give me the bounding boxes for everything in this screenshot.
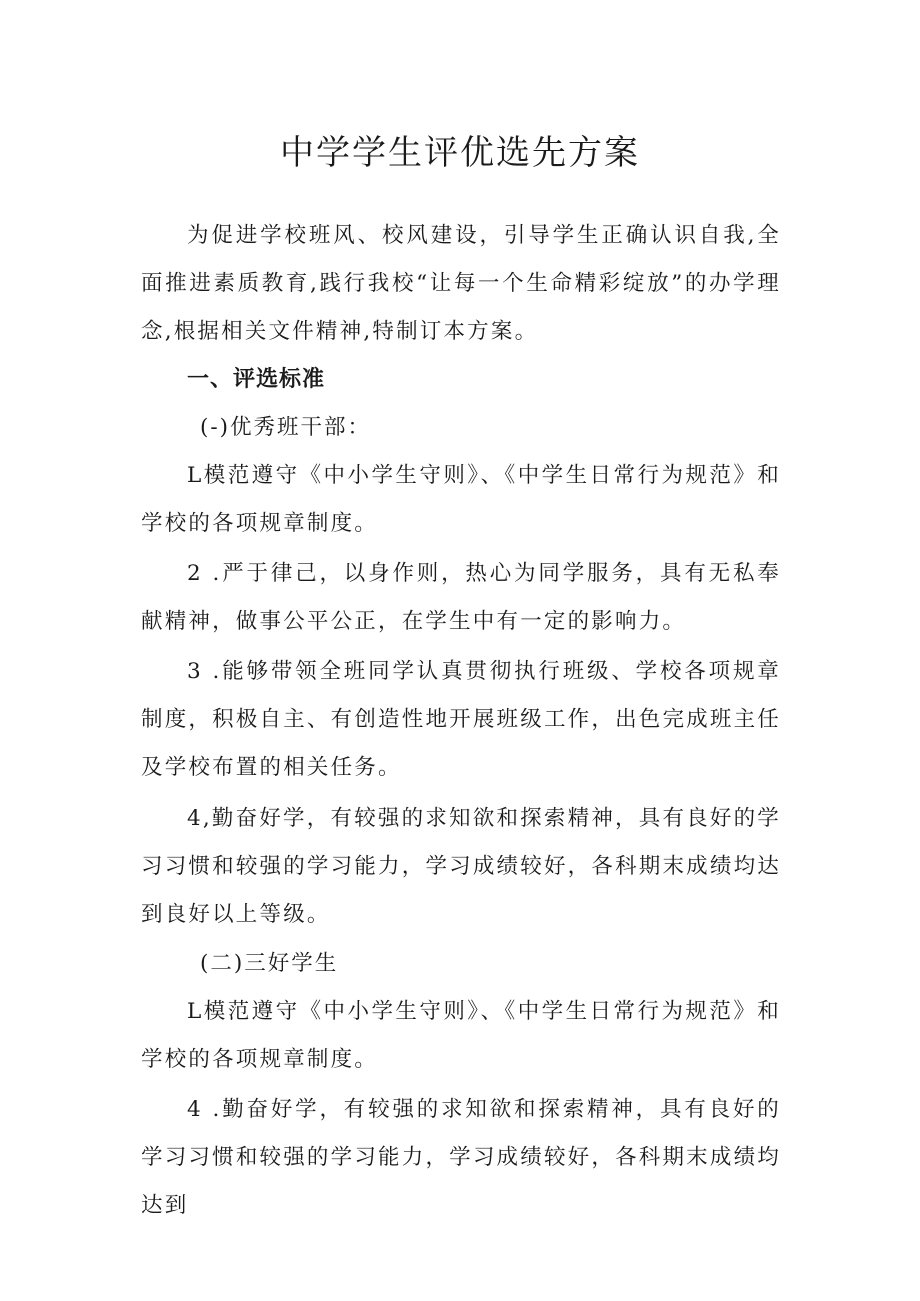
subsection-heading-class-cadre: (-)优秀班干部： [200, 415, 372, 440]
list-item: 3 .能够带领全班同学认真贯彻执行班级、学校各项规章制度，积极自主、有创造性地开展班级工作，出色完成班主任及学校布置的相关任务。 [141, 659, 781, 780]
list-item: 2 .严于律己，以身作则，热心为同学服务，具有无私奉献精神，做事公平公正，在学生中有一定的影响力。 [141, 561, 781, 634]
list-item: 4,勤奋好学，有较强的求知欲和探索精神，具有良好的学习习惯和较强的学习能力，学习成绩较好，各科期末成绩均达到良好以上等级。 [141, 806, 781, 927]
section-heading-criteria: 一、评选标准 [187, 367, 326, 392]
subsection-heading-merit-student: (二)三好学生 [200, 951, 339, 976]
document-title: 中学学生评优选先方案 [280, 133, 640, 173]
list-item: 4 .勤奋好学，有较强的求知欲和探索精神，具有良好的学习习惯和较强的学习能力，学习成绩较好，各科期末成绩均达到 [141, 1097, 781, 1218]
list-item: L模范遵守《中小学生守则》、《中学生日常行为规范》和学校的各项规章制度。 [141, 463, 781, 536]
list-item: L模范遵守《中小学生守则》、《中学生日常行为规范》和学校的各项规章制度。 [141, 999, 781, 1072]
intro-paragraph: 为促进学校班风、校风建设，引导学生正确认识自我,全面推进素质教育,践行我校“让每一个生命精彩绽放”的办学理念,根据相关文件精神,特制订本方案。 [141, 223, 781, 344]
